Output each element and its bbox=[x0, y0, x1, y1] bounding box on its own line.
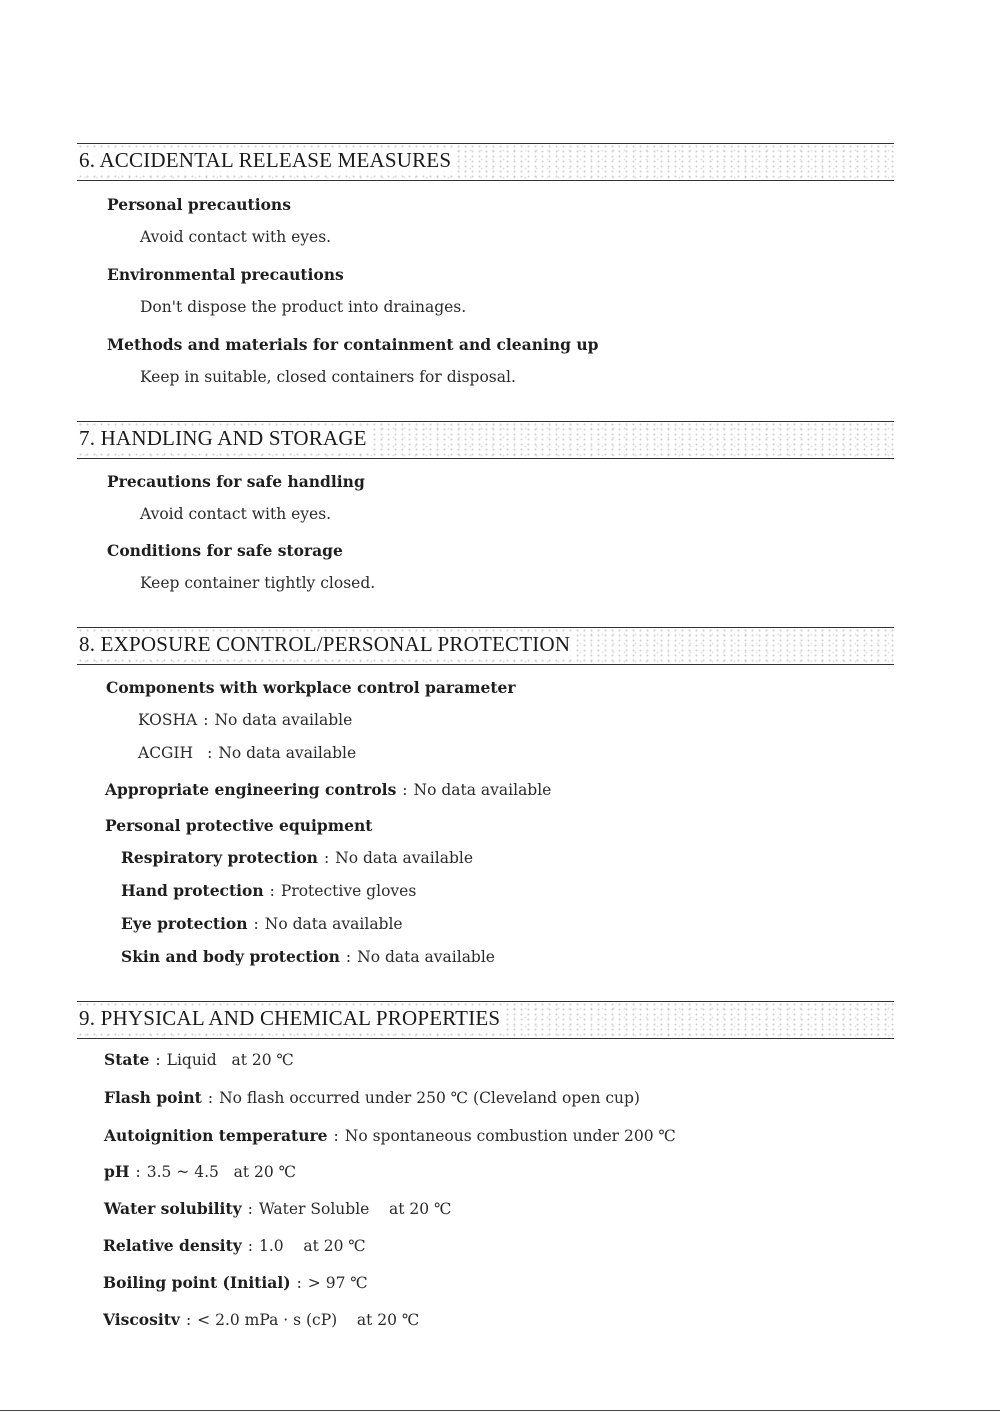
personal-precautions-heading: Personal precautions bbox=[107, 195, 291, 214]
personal-precautions-text: Avoid contact with eyes. bbox=[140, 228, 332, 246]
section-7-title: 7. HANDLING AND STORAGE bbox=[79, 426, 373, 451]
state-value: Liquid at 20 ℃ bbox=[166, 1051, 294, 1069]
section-6-header bbox=[77, 143, 894, 181]
skin-row: Skin and body protection : No data available bbox=[121, 947, 495, 966]
boiling-point-value: > 97 ℃ bbox=[307, 1274, 368, 1292]
page-bottom-rule bbox=[0, 1410, 1000, 1411]
safe-handling-text: Avoid contact with eyes. bbox=[140, 505, 332, 523]
environmental-precautions-heading: Environmental precautions bbox=[107, 265, 344, 284]
acgih-row: ACGIH : No data available bbox=[138, 744, 357, 762]
flash-point-value: No flash occurred under 250 ℃ (Cleveland open cup) bbox=[219, 1089, 640, 1107]
boiling-point-row: Boiling point (Initial) : > 97 ℃ bbox=[103, 1273, 368, 1292]
flash-point-label: Flash point bbox=[104, 1088, 202, 1107]
autoignition-row: Autoignition temperature : No spontaneous combustion under 200 ℃ bbox=[104, 1126, 676, 1145]
containment-methods-heading: Methods and materials for containment and cleaning up bbox=[107, 335, 599, 354]
eye-label: Eye protection bbox=[121, 914, 248, 933]
section-6-title: 6. ACCIDENTAL RELEASE MEASURES bbox=[79, 148, 457, 173]
section-7-header bbox=[77, 421, 894, 459]
section-8-title: 8. EXPOSURE CONTROL/PERSONAL PROTECTION bbox=[79, 632, 576, 657]
respiratory-label: Respiratory protection bbox=[121, 848, 318, 867]
ppe-heading: Personal protective equipment bbox=[105, 816, 373, 835]
containment-methods-text: Keep in suitable, closed containers for disposal. bbox=[140, 368, 516, 386]
hand-row: Hand protection : Protective gloves bbox=[121, 881, 417, 900]
autoignition-label: Autoignition temperature bbox=[104, 1126, 328, 1145]
eye-row: Eye protection : No data available bbox=[121, 914, 403, 933]
respiratory-row: Respiratory protection : No data available bbox=[121, 848, 473, 867]
safe-storage-heading: Conditions for safe storage bbox=[107, 541, 343, 560]
ph-row: pH : 3.5 ~ 4.5 at 20 ℃ bbox=[104, 1162, 297, 1181]
flash-point-row: Flash point : No flash occurred under 250 ℃ (Cleveland open cup) bbox=[104, 1088, 640, 1107]
autoignition-value: No spontaneous combustion under 200 ℃ bbox=[344, 1127, 676, 1145]
acgih-value: No data available bbox=[218, 744, 357, 762]
hand-label: Hand protection bbox=[121, 881, 264, 900]
viscosity-value: < 2.0 mPa · s (cP) at 20 ℃ bbox=[197, 1311, 420, 1329]
state-label: State bbox=[104, 1050, 150, 1069]
section-8-header bbox=[77, 627, 894, 665]
engineering-controls-row: Appropriate engineering controls : No data available bbox=[105, 780, 552, 799]
kosha-value: No data available bbox=[214, 711, 353, 729]
ph-value: 3.5 ~ 4.5 at 20 ℃ bbox=[146, 1163, 297, 1181]
engineering-controls-value: No data available bbox=[413, 781, 552, 799]
respiratory-value: No data available bbox=[335, 849, 473, 867]
state-row: State : Liquid at 20 ℃ bbox=[104, 1050, 294, 1069]
components-heading: Components with workplace control parameter bbox=[106, 678, 516, 697]
eye-value: No data available bbox=[264, 915, 403, 933]
water-solubility-value: Water Soluble at 20 ℃ bbox=[258, 1200, 452, 1218]
environmental-precautions-text: Don't dispose the product into drainages. bbox=[140, 298, 467, 316]
skin-label: Skin and body protection bbox=[121, 947, 340, 966]
viscosity-row: Viscositv : < 2.0 mPa · s (cP) at 20 ℃ bbox=[103, 1310, 420, 1329]
viscosity-label: Viscositv bbox=[103, 1310, 180, 1329]
relative-density-value: 1.0 at 20 ℃ bbox=[258, 1237, 366, 1255]
section-9-header bbox=[77, 1001, 894, 1039]
safe-storage-text: Keep container tightly closed. bbox=[140, 574, 376, 592]
kosha-row: KOSHA : No data available bbox=[138, 711, 353, 729]
safe-handling-heading: Precautions for safe handling bbox=[107, 472, 365, 491]
water-solubility-label: Water solubility bbox=[104, 1199, 242, 1218]
kosha-label: KOSHA bbox=[138, 711, 198, 729]
hand-value: Protective gloves bbox=[280, 882, 417, 900]
relative-density-label: Relative density bbox=[103, 1236, 242, 1255]
boiling-point-label: Boiling point (Initial) bbox=[103, 1273, 291, 1292]
engineering-controls-label: Appropriate engineering controls bbox=[105, 780, 397, 799]
water-solubility-row: Water solubility : Water Soluble at 20 ℃ bbox=[104, 1199, 452, 1218]
ph-label: pH bbox=[104, 1162, 130, 1181]
acgih-label: ACGIH bbox=[138, 744, 194, 762]
relative-density-row: Relative density : 1.0 at 20 ℃ bbox=[103, 1236, 366, 1255]
skin-value: No data available bbox=[357, 948, 495, 966]
section-9-title: 9. PHYSICAL AND CHEMICAL PROPERTIES bbox=[79, 1006, 506, 1031]
